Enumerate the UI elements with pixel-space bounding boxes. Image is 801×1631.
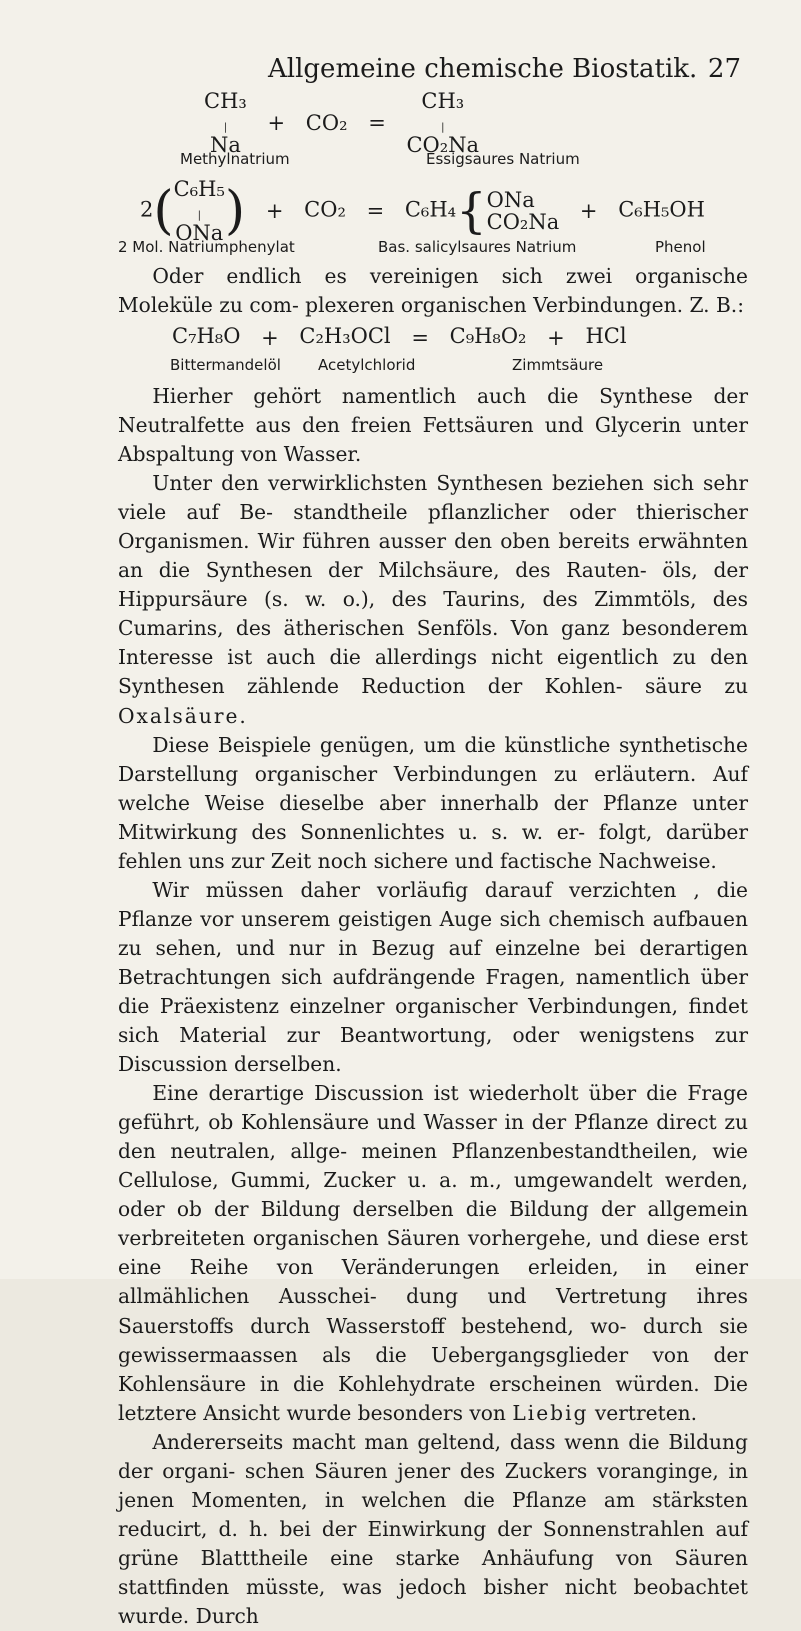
running-title: Allgemeine chemische Biostatik. [268,54,698,84]
equation-methylnatrium [204,90,479,156]
caption-methylnatrium: Methylnatrium [180,150,290,168]
body-text [118,382,748,1631]
paragraph [118,1079,748,1428]
paragraph: Andererseits macht man geltend, dass wenn die Bildung der organi- schen Säuren jener des Zuckers voranginge, in jenen Momenten, in welchen die Pflanze am stärksten reducirt, d. h. bei der Einwirkung der Sonnenstrahlen auf grüne Blatttheile eine starke Anhäufung von Säuren stattfinden müsste, was jedoch bisher nicht beobachtet wurde. Durch [118,1429,748,1628]
paragraph: Hierher gehört namentlich auch die Synthese der Neutralfette aus den freien Fettsäuren und Glycerin unter Abspaltung von Wasser. [118,384,748,467]
caption-zimmtsaeure: Zimmtsäure [512,356,604,374]
equals-sign: = [366,199,385,224]
formula-part: CO₂Na [406,133,480,158]
formula-methylnatrium: CH₃ | Na [204,89,247,158]
paragraph: Diese Beispiele genügen, um die künstliche synthetische Darstellung organischer Verbindungen zu erläutern. Auf welche Weise dieselbe aber innerhalb der Pflanze unter Mitwirkung des Sonnenlichtes u. s. w. er- folgt, darüber fehlen uns zur Zeit noch sichere und factische Nachweise. [118,732,748,873]
caption-natriumphenylat: 2 Mol. Natriumphenylat [118,238,295,256]
formula-part: ONa [175,221,224,246]
equation-zimmtsaeure [172,324,627,350]
plus-sign: + [265,199,284,224]
formula-acetylchlorid: C₂H₃OCl [299,324,391,348]
formula-bittermandeloel: C₇H₈O [172,324,241,348]
formula-part: CH₃ [421,89,465,113]
formula-part: Na [209,133,241,158]
formula-c6h4: C₆H₄ [404,197,457,222]
coefficient: 2 [140,197,154,222]
paragraph-tail: . [239,703,246,728]
formula-co2: CO₂ [304,197,346,222]
paragraph: Wir müssen daher vorläufig darauf verzichten , die Pflanze vor unserem geistigen Auge sich chemisch aufbauen zu sehen, und nur in Bezug auf einzelne bei derartigen Betrachtungen sich aufdrängende Fragen, namentlich über die Präexistenz einzelner organischer Verbindungen, findet sich Material zur Beantwortung, oder wenigstens zur Discussion derselben. [118,877,748,1077]
spaced-term: Liebig [512,1400,589,1425]
caption-salicylsaures-natrium: Bas. salicylsaures Natrium [378,238,577,256]
formula-natriumphenylat: C₆H₅ | ONa [173,177,225,246]
paragraph-text: Unter den verwirklichsten Synthesen beziehen sich sehr viele auf Be- standtheile pflanzlicher oder thierischer Organismen. Wir führen ausser den oben bereits erwähnten an die Synthesen der Milchsäure, des Rauten- öls, der Hippursäure (s. w. o.), des Taurins, des Zimmtöls, des Cumarins, des ätherischen Senföls. Von ganz besonderem Interesse ist auch die allerdings nicht eigentlich zu den Synthesen zählende Reduction der Kohlen- säure zu [118,471,748,699]
intro-paragraph [118,262,748,320]
plus-sign: + [547,325,565,350]
caption-phenol: Phenol [655,238,706,256]
formula-co2: CO₂ [305,111,348,136]
formula-part: CH₃ [204,89,247,113]
formula-part: C₆H₅ [173,177,225,201]
equals-sign: = [411,325,429,350]
formula-hcl: HCl [585,324,627,348]
page-header [118,54,741,84]
page-number: 27 [707,54,741,84]
caption-bittermandeloel: Bittermandelöl [170,356,281,374]
paragraph-tail: vertreten. [588,1400,698,1425]
paragraph [118,469,748,730]
plus-sign: + [579,199,598,224]
formula-natriumacetat: CH₃ | CO₂Na [406,89,480,158]
formula-phenol: C₆H₅OH [618,197,705,222]
equals-sign: = [368,111,386,136]
formula-part: ONa [486,188,535,213]
formula-zimmtsaeure: C₉H₈O₂ [449,324,527,348]
paragraph-text: Eine derartige Discussion ist wiederholt über die Frage geführt, ob Kohlensäure und Wasser in der Pflanze direct zu den neutralen, allge- meinen Pflanzenbestandtheilen, wie Cellulose, Gummi, Zucker u. a. m., umgewandelt werden, oder ob der Bildung derselben die Bildung der allgemein verbreiteten organischen Säuren vorhergehe, und diese erst eine Reihe von Veränderungen erleiden, in einer allmählichen Ausschei- dung und Vertretung ihres Sauerstoffs durch Wasserstoff bestehend, wo- durch sie gewissermaassen als die Uebergangsglieder von der Kohlensäure in die Kohlehydrate erscheinen würden. Die letztere Ansicht wurde besonders von [118,1081,748,1425]
equation-natriumphenylat: 2(C₆H₅ | ONa) + CO₂ = C₆H₄{ONa CO₂Na + C₆H₅OH [140,177,705,246]
plus-sign: + [267,111,286,136]
paragraph: Oder endlich es vereinigen sich zwei organische Moleküle zu com- plexeren organischen Verbindungen. Z. B.: [118,264,748,318]
formula-part: CO₂Na [486,210,560,235]
caption-acetylchlorid: Acetylchlorid [318,356,416,374]
plus-sign: + [261,325,279,350]
formula-salicylat-groups [487,189,560,233]
spaced-term: Oxalsäure [118,703,240,728]
caption-essigsaures-natrium: Essigsaures Natrium [426,150,580,168]
